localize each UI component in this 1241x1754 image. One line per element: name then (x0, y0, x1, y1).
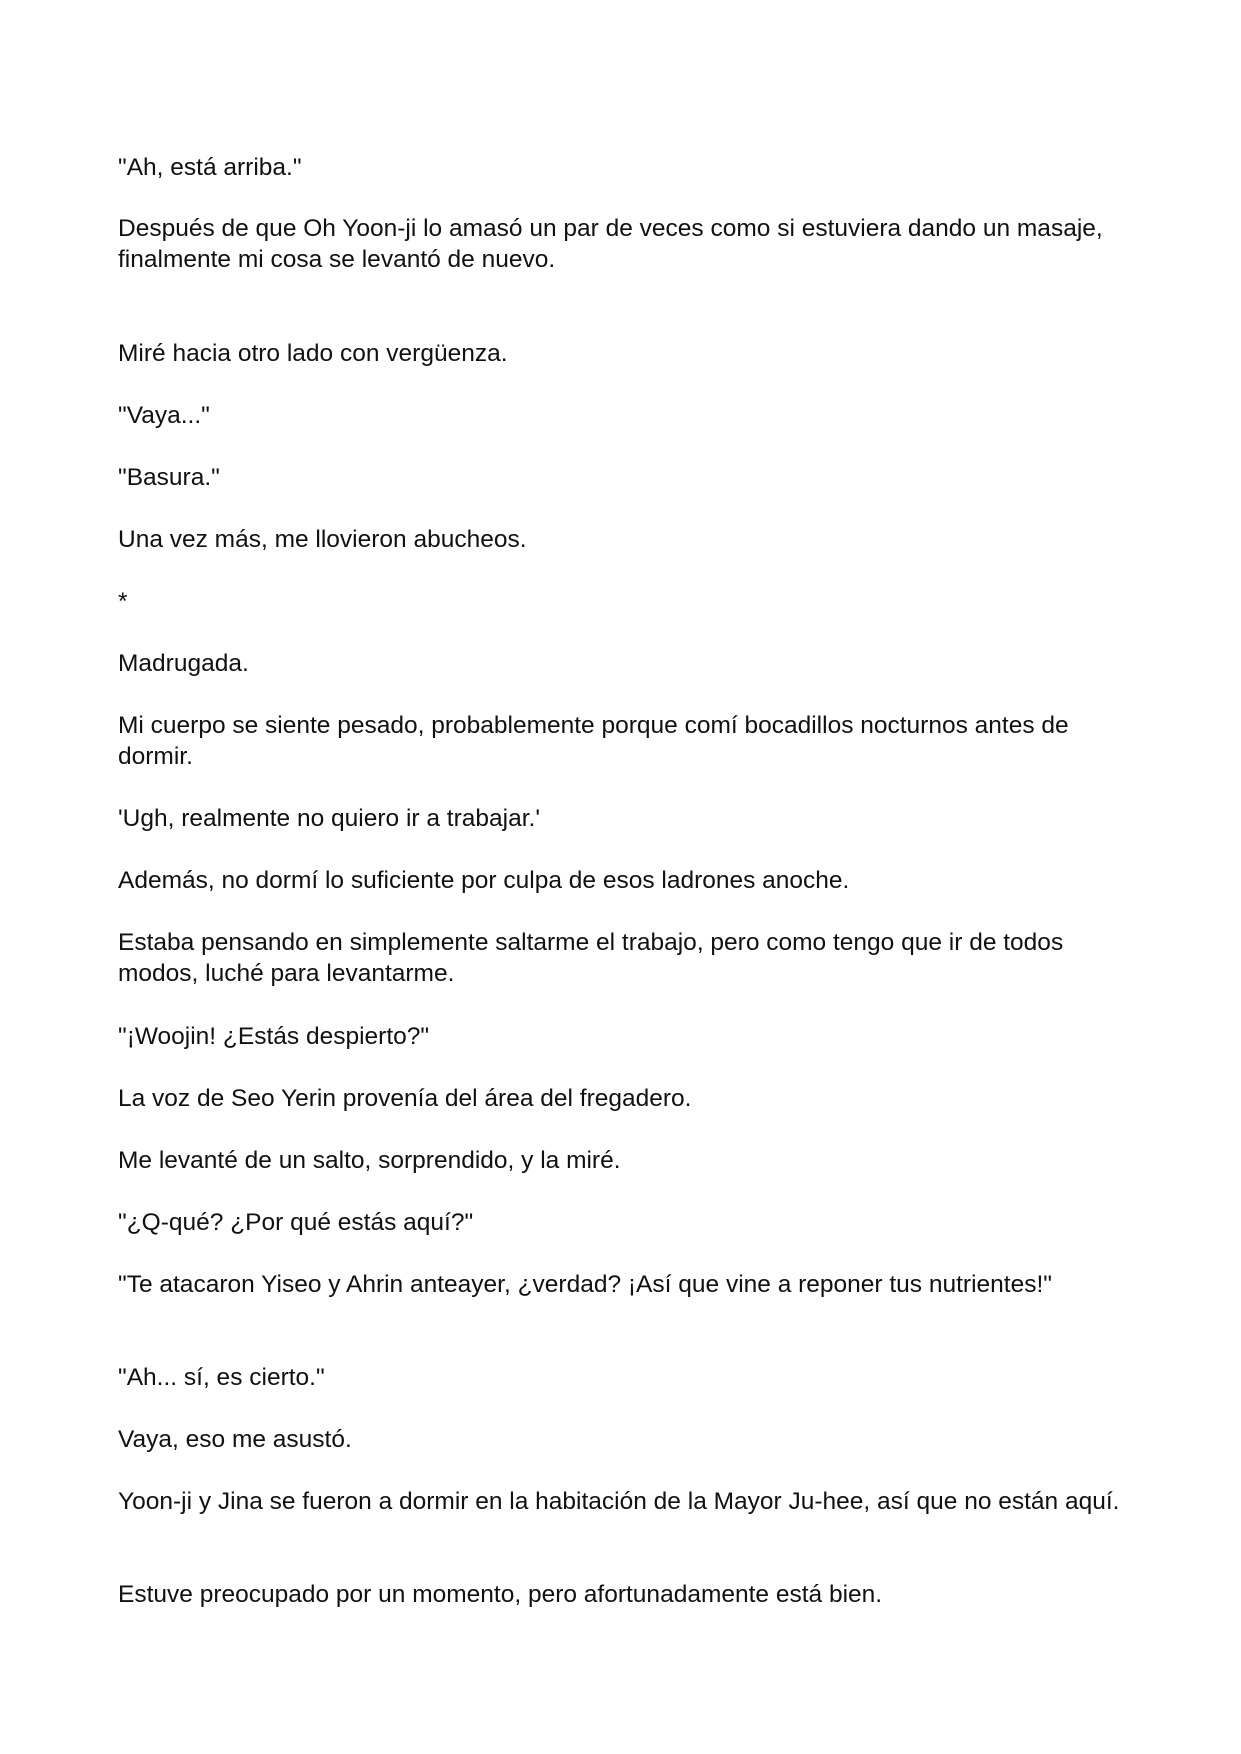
paragraph: Vaya, eso me asustó. (118, 1426, 352, 1453)
paragraph: "Ah... sí, es cierto." (118, 1364, 325, 1391)
paragraph: Estuve preocupado por un momento, pero afortunadamente está bien. (118, 1581, 883, 1608)
paragraph: Además, no dormí lo suficiente por culpa de esos ladrones anoche. (118, 867, 850, 894)
paragraph: "Vaya..." (118, 402, 210, 429)
paragraph: "Ah, está arriba." (118, 154, 302, 181)
paragraph: 'Ugh, realmente no quiero ir a trabajar.' (118, 805, 541, 832)
paragraph: Una vez más, me llovieron abucheos. (118, 526, 527, 553)
paragraph: Mi cuerpo se siente pesado, probablemente porque comí bocadillos nocturnos antes de dormir. (118, 712, 1069, 770)
paragraph: "Te atacaron Yiseo y Ahrin anteayer, ¿verdad? ¡Así que vine a reponer tus nutrientes!" (118, 1271, 1052, 1298)
paragraph: "Basura." (118, 464, 220, 491)
paragraph: "¡Woojin! ¿Estás despierto?" (118, 1023, 430, 1050)
paragraph: Después de que Oh Yoon-ji lo amasó un par de veces como si estuviera dando un masaje, finalmente mi cosa se levantó de nuevo. (118, 215, 1103, 273)
paragraph: Estaba pensando en simplemente saltarme el trabajo, pero como tengo que ir de todos modos, luché para levantarme. (118, 929, 1064, 987)
paragraph: "¿Q-qué? ¿Por qué estás aquí?" (118, 1209, 474, 1236)
paragraph: Madrugada. (118, 650, 249, 677)
section-break: * (118, 588, 128, 615)
paragraph: Miré hacia otro lado con vergüenza. (118, 340, 508, 367)
paragraph: Yoon-ji y Jina se fueron a dormir en la habitación de la Mayor Ju-hee, así que no están aquí. (118, 1488, 1120, 1515)
paragraph: Me levanté de un salto, sorprendido, y la miré. (118, 1147, 621, 1174)
paragraph: La voz de Seo Yerin provenía del área del fregadero. (118, 1085, 692, 1112)
